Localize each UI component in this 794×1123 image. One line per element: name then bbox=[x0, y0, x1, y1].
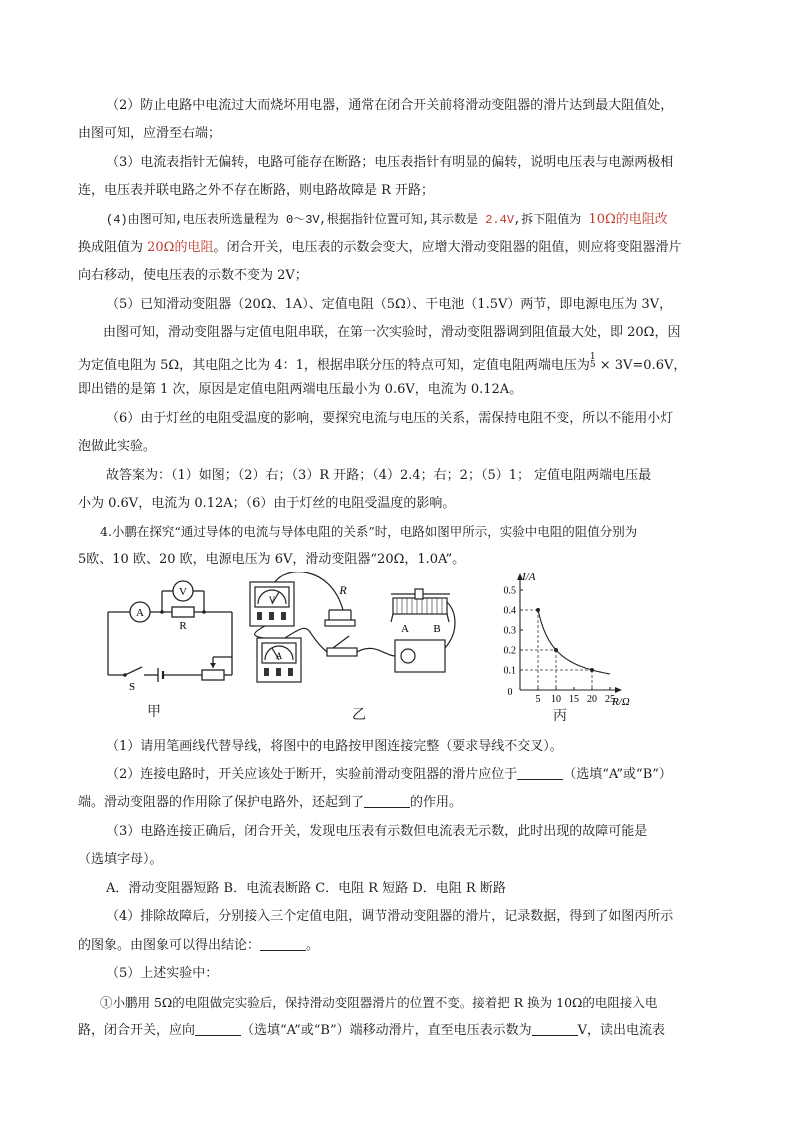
rheostat-symbol bbox=[202, 670, 224, 680]
text: （2）连接电路时，开关应该处于断开，实验前滑动变阻器的滑片应位于 bbox=[106, 767, 518, 782]
rheostat-coil bbox=[393, 598, 447, 614]
solution-part-4-line-3: 向右移动，使电压表的示数不变为 2V； bbox=[78, 268, 308, 283]
x-axis-arrow bbox=[615, 687, 622, 693]
answer-blank[interactable] bbox=[260, 938, 306, 951]
fraction-numerator: 1 bbox=[589, 352, 596, 362]
figure-label-bing: 丙 bbox=[553, 708, 567, 724]
inverse-curve bbox=[538, 610, 610, 674]
text: 的作用。 bbox=[410, 795, 463, 810]
y-tick-label: 0.5 bbox=[503, 585, 516, 597]
text: (4)由图可知,电压表所选量程为 0～3V,根据指针位置可知,其示数是 bbox=[106, 213, 486, 227]
question-4-part-3-line-2: （选填字母）。 bbox=[78, 852, 163, 867]
terminal bbox=[257, 612, 262, 620]
origin-label: 0 bbox=[507, 687, 513, 698]
solution-part-4-line-1 bbox=[106, 211, 668, 229]
text: 。闭合开关，电压表的示数会变大，应增大滑动变阻器的阻值，则应将变阻器滑片 bbox=[213, 240, 682, 255]
text: 的图象。由图象可以得出结论： bbox=[78, 938, 261, 953]
text: 为定值电阻为 5Ω，其电阻之比为 4：1，根据串联分压的特点可知，定值电阻两端电压为 bbox=[78, 358, 590, 373]
junction-dot bbox=[202, 610, 206, 614]
rheostat-arrow-head bbox=[210, 663, 216, 668]
solution-part-2-line-2: 由图可知，应滑至右端； bbox=[78, 126, 222, 141]
ammeter-label: A bbox=[136, 607, 144, 619]
fraction-denominator: 5 bbox=[589, 360, 596, 370]
question-4-part-4-line-1: （4）排除故障后，分别接入三个定值电阻，调节滑动变阻器的滑片，记录数据，得到了如图丙所示 bbox=[106, 909, 674, 924]
solution-part-3-line-1: （3）电流表指针无偏转，电路可能存在断路；电压表指针有明显的偏转，说明电压表与电源两极相 bbox=[106, 155, 674, 170]
question-4-part-2-line-2 bbox=[78, 794, 462, 812]
highlight-value: 10Ω的电阻改 bbox=[588, 212, 668, 227]
question-4-part-4-line-2 bbox=[78, 937, 319, 955]
question-4-part-1: （1）请用笔画线代替导线，将图中的电路按甲图连接完整（要求导线不交叉）。 bbox=[106, 739, 563, 754]
text: 。 bbox=[306, 938, 320, 953]
text: ,拆下阻值为 bbox=[514, 213, 589, 227]
text: V，读出电流表 bbox=[577, 1023, 666, 1038]
question-4-part-2-line-1 bbox=[106, 766, 672, 784]
rheostat-slider bbox=[415, 589, 423, 599]
switch-blade bbox=[125, 667, 142, 675]
switch-base bbox=[327, 648, 357, 656]
solution-part-5-line-4: 即出错的是第 1 次，原因是定值电阻两端电压最小为 0.6V，电流为 0.12A。 bbox=[78, 382, 523, 397]
answer-summary-line-1: 故答案为：（1）如图；（2）右；（3）R 开路；（4）2.4；右；2；（5）1； 定值电阻两端电压最 bbox=[106, 468, 652, 483]
rheostat-terminal-b: B bbox=[433, 623, 441, 635]
resistor-label: R bbox=[179, 620, 187, 632]
x-axis-label: R/Ω bbox=[612, 696, 630, 708]
answer-blank[interactable] bbox=[364, 795, 410, 808]
terminal bbox=[288, 668, 293, 676]
resistor-base bbox=[325, 620, 355, 626]
question-4-part-3-options: A．滑动变阻器短路 B．电流表断路 C．电阻 R 短路 D．电阻 R 断路 bbox=[106, 881, 506, 896]
wire bbox=[357, 648, 395, 656]
x-tick-label: 20 bbox=[587, 694, 597, 705]
rheostat-leg bbox=[447, 614, 449, 622]
question-4-part-5: （5）上述实验中： bbox=[106, 966, 219, 981]
text: 端。滑动变阻器的作用除了保护电路外，还起到了 bbox=[78, 795, 365, 810]
terminal bbox=[264, 668, 269, 676]
text: （选填“A”或“B”）端移动滑片，直至电压表示数为 bbox=[241, 1023, 532, 1038]
data-point bbox=[590, 668, 594, 672]
x-tick-label: 25 bbox=[605, 694, 615, 705]
answer-summary-line-2: 小为 0.6V，电流为 0.12A；（6）由于灯丝的电阻受温度的影响。 bbox=[78, 496, 456, 511]
answer-blank[interactable] bbox=[195, 1023, 241, 1036]
terminal bbox=[281, 612, 286, 620]
switch-pivot bbox=[123, 673, 127, 677]
resistor-symbol bbox=[172, 607, 194, 617]
junction-dot bbox=[160, 610, 164, 614]
voltmeter-face-label: V bbox=[268, 595, 276, 605]
answer-blank[interactable] bbox=[517, 767, 563, 780]
solution-part-3-line-2: 连，电压表并联电路之外不存在断路，则电路故障是 R 开路； bbox=[78, 183, 435, 198]
terminal bbox=[269, 612, 274, 620]
solution-part-5-line-2: 由图可知，滑动变阻器与定值电阻串联，在第一次实验时，滑动变阻器调到阻值最大处，即 20Ω，因 bbox=[103, 325, 681, 340]
question-4-part-5-item-1-line-2 bbox=[78, 1022, 665, 1040]
y-tick-label: 0.4 bbox=[503, 605, 516, 617]
solution-part-5-line-3 bbox=[78, 353, 686, 375]
ammeter-face-label: A bbox=[275, 651, 283, 661]
circuit-diagram-jia bbox=[100, 575, 245, 695]
figure-label-yi: 乙 bbox=[352, 707, 366, 723]
highlight-value: 2.4V bbox=[485, 213, 515, 227]
rheostat-terminal-a: A bbox=[401, 623, 409, 635]
data-point bbox=[536, 608, 540, 612]
y-tick-label: 0.3 bbox=[503, 625, 516, 637]
solution-part-6-line-1: （6）由于灯丝的电阻受温度的影响，要探究电流与电压的关系，需保持电阻不变，所以不能用小灯 bbox=[106, 411, 674, 426]
answer-blank[interactable] bbox=[532, 1023, 578, 1036]
current-resistance-graph bbox=[490, 568, 650, 713]
resistor-label: R bbox=[339, 583, 347, 597]
apparatus-drawing-yi bbox=[245, 572, 465, 698]
y-tick-label: 0.2 bbox=[503, 645, 516, 657]
solution-part-6-line-2: 泡做此实验。 bbox=[78, 439, 157, 454]
x-tick-label: 15 bbox=[569, 694, 579, 705]
text: （选填“A”或“B”） bbox=[563, 767, 672, 782]
rheostat-leg bbox=[391, 614, 393, 622]
question-4-stem-line-2: 5欧、10 欧、20 欧，电源电压为 6V，滑动变阻器“20Ω，1.0A”。 bbox=[78, 552, 466, 567]
terminal bbox=[276, 668, 281, 676]
question-4-stem-line-1: 4.小鹏在探究“通过导体的电流与导体电阻的关系”时，电路如图甲所示，实验中电阻的阻值分别为 bbox=[100, 524, 638, 539]
battery-box bbox=[395, 640, 445, 672]
y-tick-label: 0.1 bbox=[503, 665, 516, 677]
data-point bbox=[554, 648, 558, 652]
text: × 3V=0.6V， bbox=[595, 358, 687, 373]
x-tick-label: 5 bbox=[535, 694, 541, 705]
x-tick-label: 10 bbox=[551, 694, 561, 705]
switch-blade bbox=[333, 636, 349, 648]
solution-part-2-line-1: （2）防止电路中电流过大而烧坏用电器，通常在闭合开关前将滑动变阻器的滑片达到最大阻值处， bbox=[106, 98, 674, 113]
figure-label-jia: 甲 bbox=[147, 704, 161, 720]
highlight-value: 20Ω的电阻 bbox=[147, 240, 214, 255]
y-axis-label: I/A bbox=[522, 571, 536, 583]
solution-part-5-line-1: （5）已知滑动变阻器（20Ω、1A）、定值电阻（5Ω）、干电池（1.5V）两节，即电源电压为 3V， bbox=[106, 297, 673, 312]
solution-part-4-line-2 bbox=[78, 239, 681, 257]
text: 路，闭合开关，应向 bbox=[78, 1023, 196, 1038]
text: 换成阻值为 bbox=[78, 240, 148, 255]
switch-label: S bbox=[128, 681, 136, 693]
wire bbox=[255, 626, 265, 638]
voltmeter-label: V bbox=[179, 586, 187, 598]
question-4-part-3-line-1: （3）电路连接正确后，闭合开关，发现电压表有示数但电流表无示数，此时出现的故障可能是 bbox=[106, 824, 648, 839]
question-4-part-5-item-1-line-1: ①小鹏用 5Ω的电阻做完实验后，保持滑动变阻器滑片的位置不变。接着把 R 换为 10Ω的电阻接入电 bbox=[100, 995, 658, 1010]
